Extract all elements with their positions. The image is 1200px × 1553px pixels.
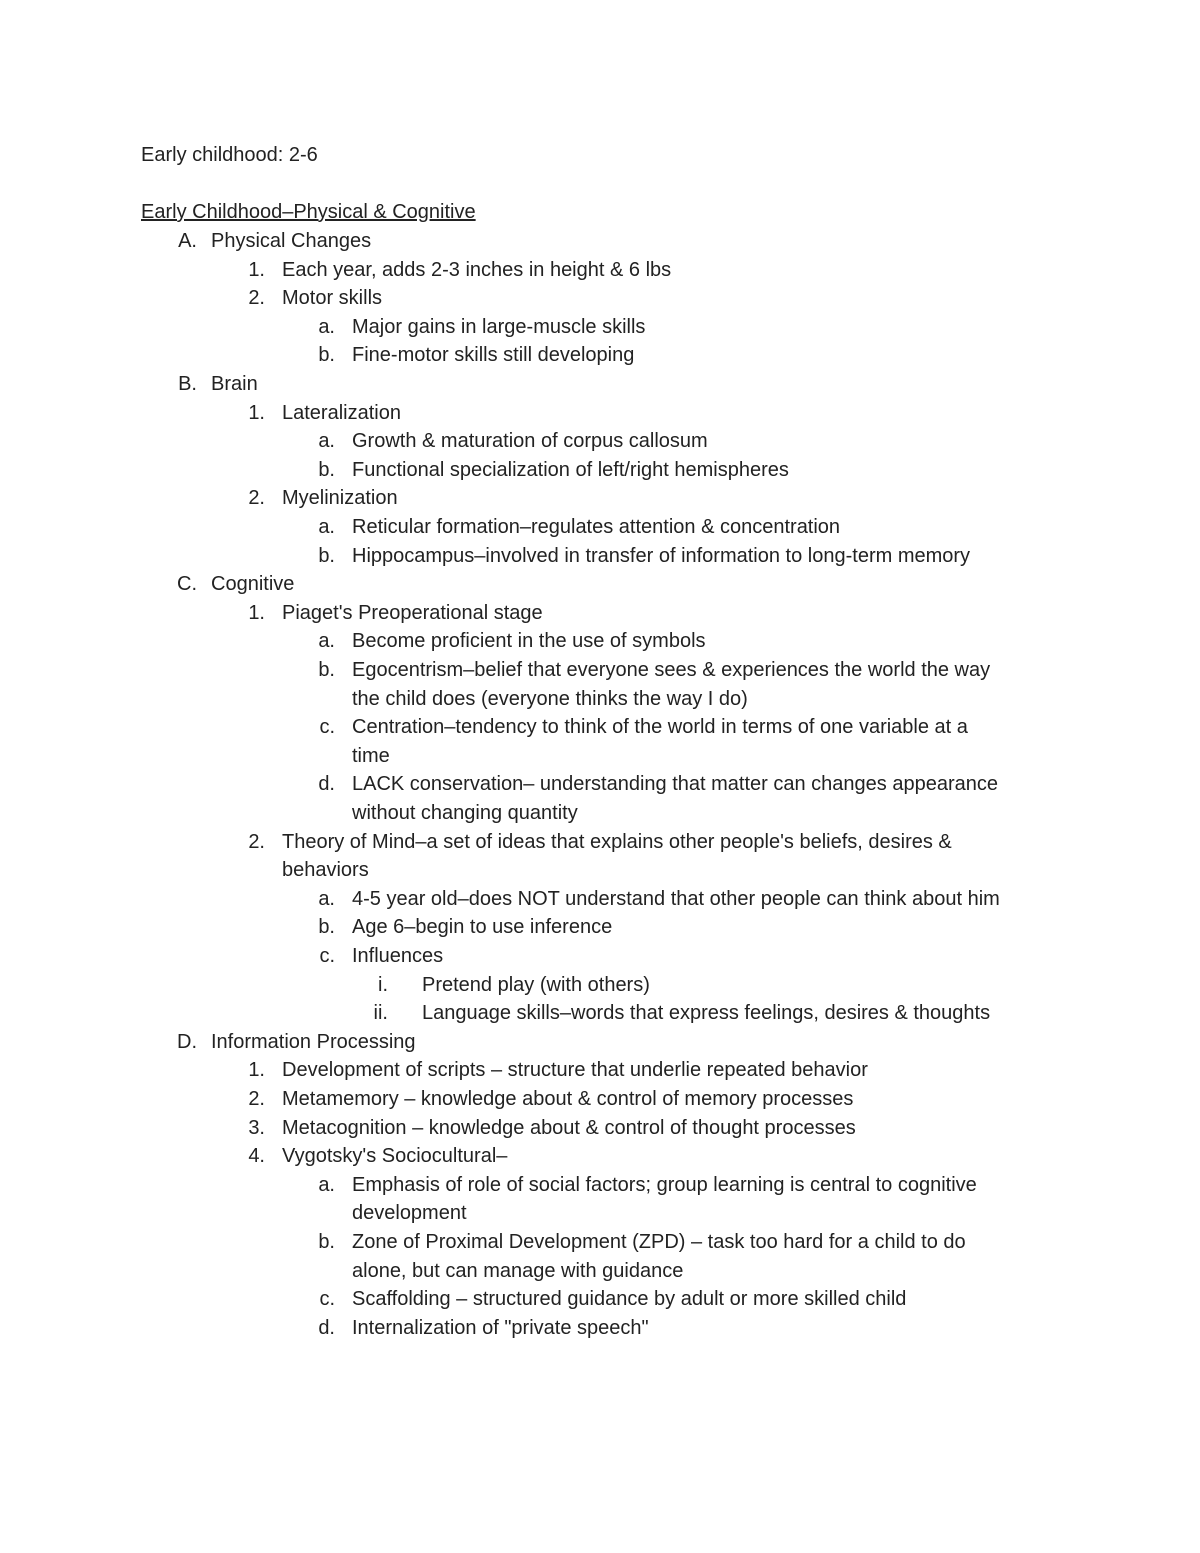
list-marker: 2. (248, 831, 265, 853)
list-item-text: Growth & maturation of corpus callosum (352, 430, 708, 452)
list-item-text: Language skills–words that express feelings, desires & thoughts (422, 1002, 991, 1024)
list-marker: c. (319, 945, 335, 967)
list-marker: 1. (248, 259, 265, 281)
list-item-text: LACK conservation– understanding that matter can changes appearance (352, 773, 998, 795)
list-item-text: Fine-motor skills still developing (352, 344, 635, 366)
list-item-text: Brain (211, 373, 258, 395)
list-marker: d. (318, 1317, 335, 1339)
list-marker: 4. (248, 1145, 265, 1167)
list-marker: b. (318, 545, 335, 567)
list-item-text: Functional specialization of left/right hemispheres (352, 459, 789, 481)
list-marker: i. (378, 974, 388, 996)
list-item-text: Emphasis of role of social factors; group learning is central to cognitive (352, 1174, 977, 1196)
list-item-text: time (352, 745, 390, 767)
list-item-text: Metamemory – knowledge about & control of memory processes (282, 1088, 854, 1110)
list-item-text: Lateralization (282, 402, 401, 424)
list-marker: 1. (248, 1059, 265, 1081)
list-item-text: Development of scripts – structure that underlie repeated behavior (282, 1059, 868, 1081)
list-marker: 1. (248, 402, 265, 424)
list-marker: b. (318, 344, 335, 366)
list-item-text: Vygotsky's Sociocultural– (282, 1145, 508, 1167)
list-marker: 2. (248, 1088, 265, 1110)
list-item-text: Zone of Proximal Development (ZPD) – task too hard for a child to do (352, 1231, 966, 1253)
list-item-text: Each year, adds 2-3 inches in height & 6 lbs (282, 259, 672, 281)
list-item-text: Pretend play (with others) (422, 974, 650, 996)
list-marker: c. (319, 1288, 335, 1310)
list-item-text: behaviors (282, 859, 369, 881)
section-heading: Early Childhood–Physical & Cognitive (141, 201, 476, 223)
list-marker: c. (319, 716, 335, 738)
list-marker: a. (318, 316, 335, 338)
list-marker: 2. (248, 487, 265, 509)
list-marker: D. (177, 1031, 197, 1053)
list-item-text: the child does (everyone thinks the way I do) (352, 688, 748, 710)
list-marker: b. (318, 459, 335, 481)
list-item-text: Centration–tendency to think of the world in terms of one variable at a (352, 716, 968, 738)
list-marker: b. (318, 916, 335, 938)
list-item-text: Information Processing (211, 1031, 416, 1053)
list-marker: a. (318, 516, 335, 538)
list-marker: a. (318, 888, 335, 910)
list-item-text: Piaget's Preoperational stage (282, 602, 543, 624)
list-marker: ii. (373, 1002, 388, 1024)
list-item-text: Myelinization (282, 487, 398, 509)
list-item-text: Reticular formation–regulates attention & concentration (352, 516, 841, 538)
list-item-text: Internalization of "private speech" (352, 1317, 649, 1339)
list-item-text: Physical Changes (211, 230, 372, 252)
list-item-text: Age 6–begin to use inference (352, 916, 613, 938)
list-marker: 3. (248, 1117, 265, 1139)
list-item-text: Motor skills (282, 287, 383, 309)
list-item-text: development (352, 1202, 467, 1224)
list-marker: B. (178, 373, 197, 395)
list-item-text: Major gains in large-muscle skills (352, 316, 646, 338)
list-marker: 2. (248, 287, 265, 309)
list-marker: b. (318, 659, 335, 681)
list-marker: d. (318, 773, 335, 795)
list-marker: A. (178, 230, 197, 252)
list-item-text: Cognitive (211, 573, 295, 595)
list-item-text: Theory of Mind–a set of ideas that explains other people's beliefs, desires & (282, 831, 952, 853)
list-item-text: Influences (352, 945, 444, 967)
list-marker: 1. (248, 602, 265, 624)
list-item-text: Egocentrism–belief that everyone sees & experiences the world the way (352, 659, 991, 681)
list-item-text: alone, but can manage with guidance (352, 1260, 684, 1282)
list-marker: a. (318, 1174, 335, 1196)
document-title: Early childhood: 2-6 (141, 144, 318, 166)
list-marker: C. (177, 573, 197, 595)
list-item-text: without changing quantity (352, 802, 578, 824)
list-item-text: Hippocampus–involved in transfer of information to long-term memory (352, 545, 971, 567)
list-item-text: 4-5 year old–does NOT understand that other people can think about him (352, 888, 1000, 910)
list-marker: a. (318, 630, 335, 652)
list-item-text: Become proficient in the use of symbols (352, 630, 706, 652)
list-item-text: Scaffolding – structured guidance by adult or more skilled child (352, 1288, 907, 1310)
list-marker: a. (318, 430, 335, 452)
list-item-text: Metacognition – knowledge about & control of thought processes (282, 1117, 856, 1139)
list-marker: b. (318, 1231, 335, 1253)
